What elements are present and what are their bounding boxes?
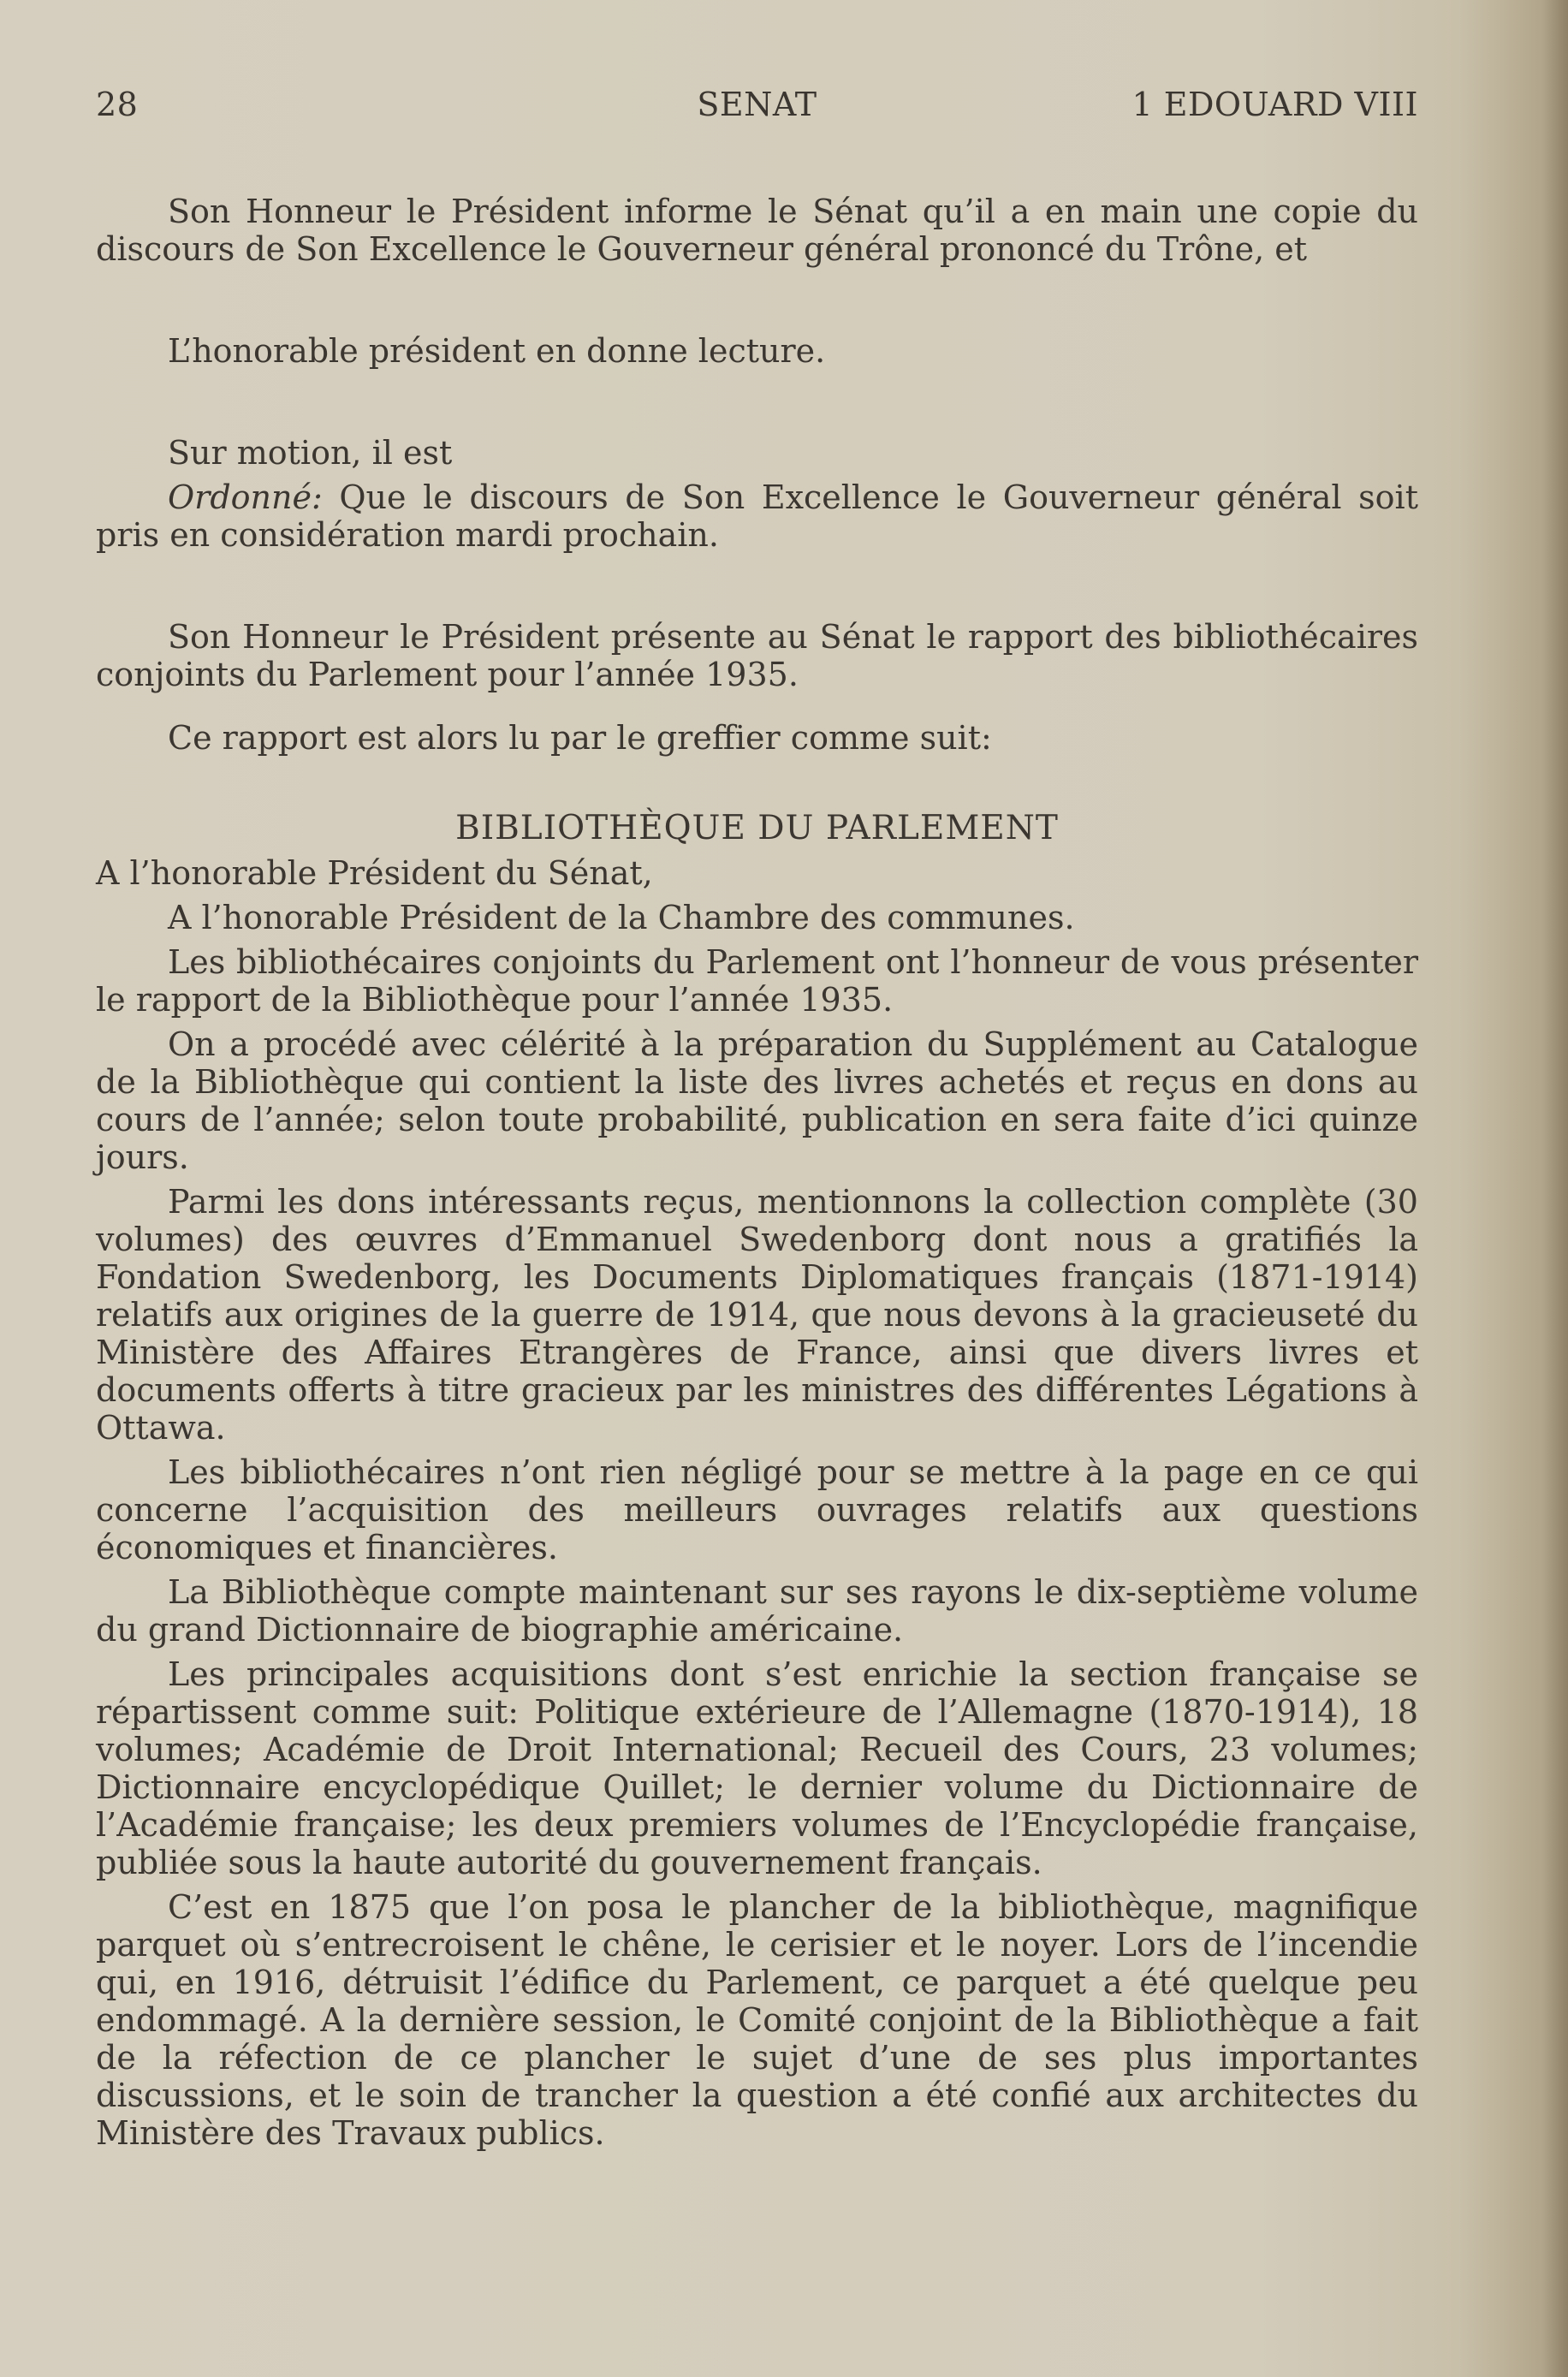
report-paragraph: Les bibliothécaires conjoints du Parlement ont l’honneur de vous présenter le rapport de la Bibliothèque pour l’année 1935. (96, 943, 1418, 1019)
page-edge-shadow (1542, 0, 1568, 2377)
report-paragraph: La Bibliothèque compte maintenant sur ses rayons le dix-septième volume du grand Dictionnaire de biographie américaine. (96, 1573, 1418, 1649)
paragraph: L’honorable président en donne lecture. (168, 332, 826, 370)
running-header (96, 86, 1418, 137)
report-paragraph: Les principales acquisitions dont s’est enrichie la section française se répartissent comme suit: Politique extérieure de l’Allemagne (1870-1914), 18 volumes; Académie de Droit International; Recueil des Cours, 23 volumes; Dictionnaire encyclopédique Quillet; le dernier volume du Dictionnaire de l’Académie française; les deux premiers volumes de l’Encyclopédie française, publiée sous la haute autorité du gouvernement français. (96, 1655, 1418, 1881)
page-number: 28 (96, 86, 139, 123)
paragraph: Sur motion, il est (168, 434, 453, 472)
page-body (96, 193, 1418, 2152)
order-text: Que le discours de Son Excellence le Gouverneur général soit pris en considération mardi prochain. (96, 478, 1418, 554)
header-session: 1 EDOUARD VIII (1131, 86, 1418, 123)
header-title: SENAT (697, 86, 817, 123)
report-paragraph: Parmi les dons intéressants reçus, mentionnons la collection complète (30 volumes) des œuvres d’Emmanuel Swedenborg dont nous a gratifiés la Fondation Swedenborg, les Documents Diplomatiques français (1871-1914) relatifs aux origines de la guerre de 1914, que nous devons à la gracieuseté du Ministère des Affaires Etrangères de France, ainsi que divers livres et documents offerts à titre gracieux par les ministres des différentes Légations à Ottawa. (96, 1183, 1418, 1447)
section-heading: BIBLIOTHÈQUE DU PARLEMENT (455, 809, 1059, 847)
order-label: Ordonné: (168, 478, 323, 516)
order-paragraph (96, 478, 1418, 554)
report-paragraph: C’est en 1875 que l’on posa le plancher de la bibliothèque, magnifique parquet où s’entrecroisent le chêne, le cerisier et le noyer. Lors de l’incendie qui, en 1916, détruisit l’édifice du Parlement, ce parquet a été quelque peu endommagé. A la dernière session, le Comité conjoint de la Bibliothèque a fait de la réfection de ce plancher le sujet d’une de ses plus importantes discussions, et le soin de trancher la question a été confié aux architectes du Ministère des Travaux publics. (96, 1888, 1418, 2152)
address-line: A l’honorable Président du Sénat, (96, 854, 653, 892)
report-paragraph: Les bibliothécaires n’ont rien négligé pour se mettre à la page en ce qui concerne l’acquisition des meilleurs ouvrages relatifs aux questions économiques et financières. (96, 1453, 1418, 1566)
report-paragraph: On a procédé avec célérité à la préparation du Supplément au Catalogue de la Bibliothèque qui contient la liste des livres achetés et reçus en dons au cours de l’année; selon toute probabilité, publication en sera faite d’ici quinze jours. (96, 1025, 1418, 1176)
address-line: A l’honorable Président de la Chambre des communes. (168, 899, 1075, 936)
paragraph: Ce rapport est alors lu par le greffier comme suit: (168, 719, 992, 757)
paragraph: Son Honneur le Président présente au Sénat le rapport des bibliothécaires conjoints du Parlement pour l’année 1935. (96, 618, 1418, 693)
paragraph: Son Honneur le Président informe le Sénat qu’il a en main une copie du discours de Son Excellence le Gouverneur général prononcé du Trône, et (96, 193, 1418, 268)
